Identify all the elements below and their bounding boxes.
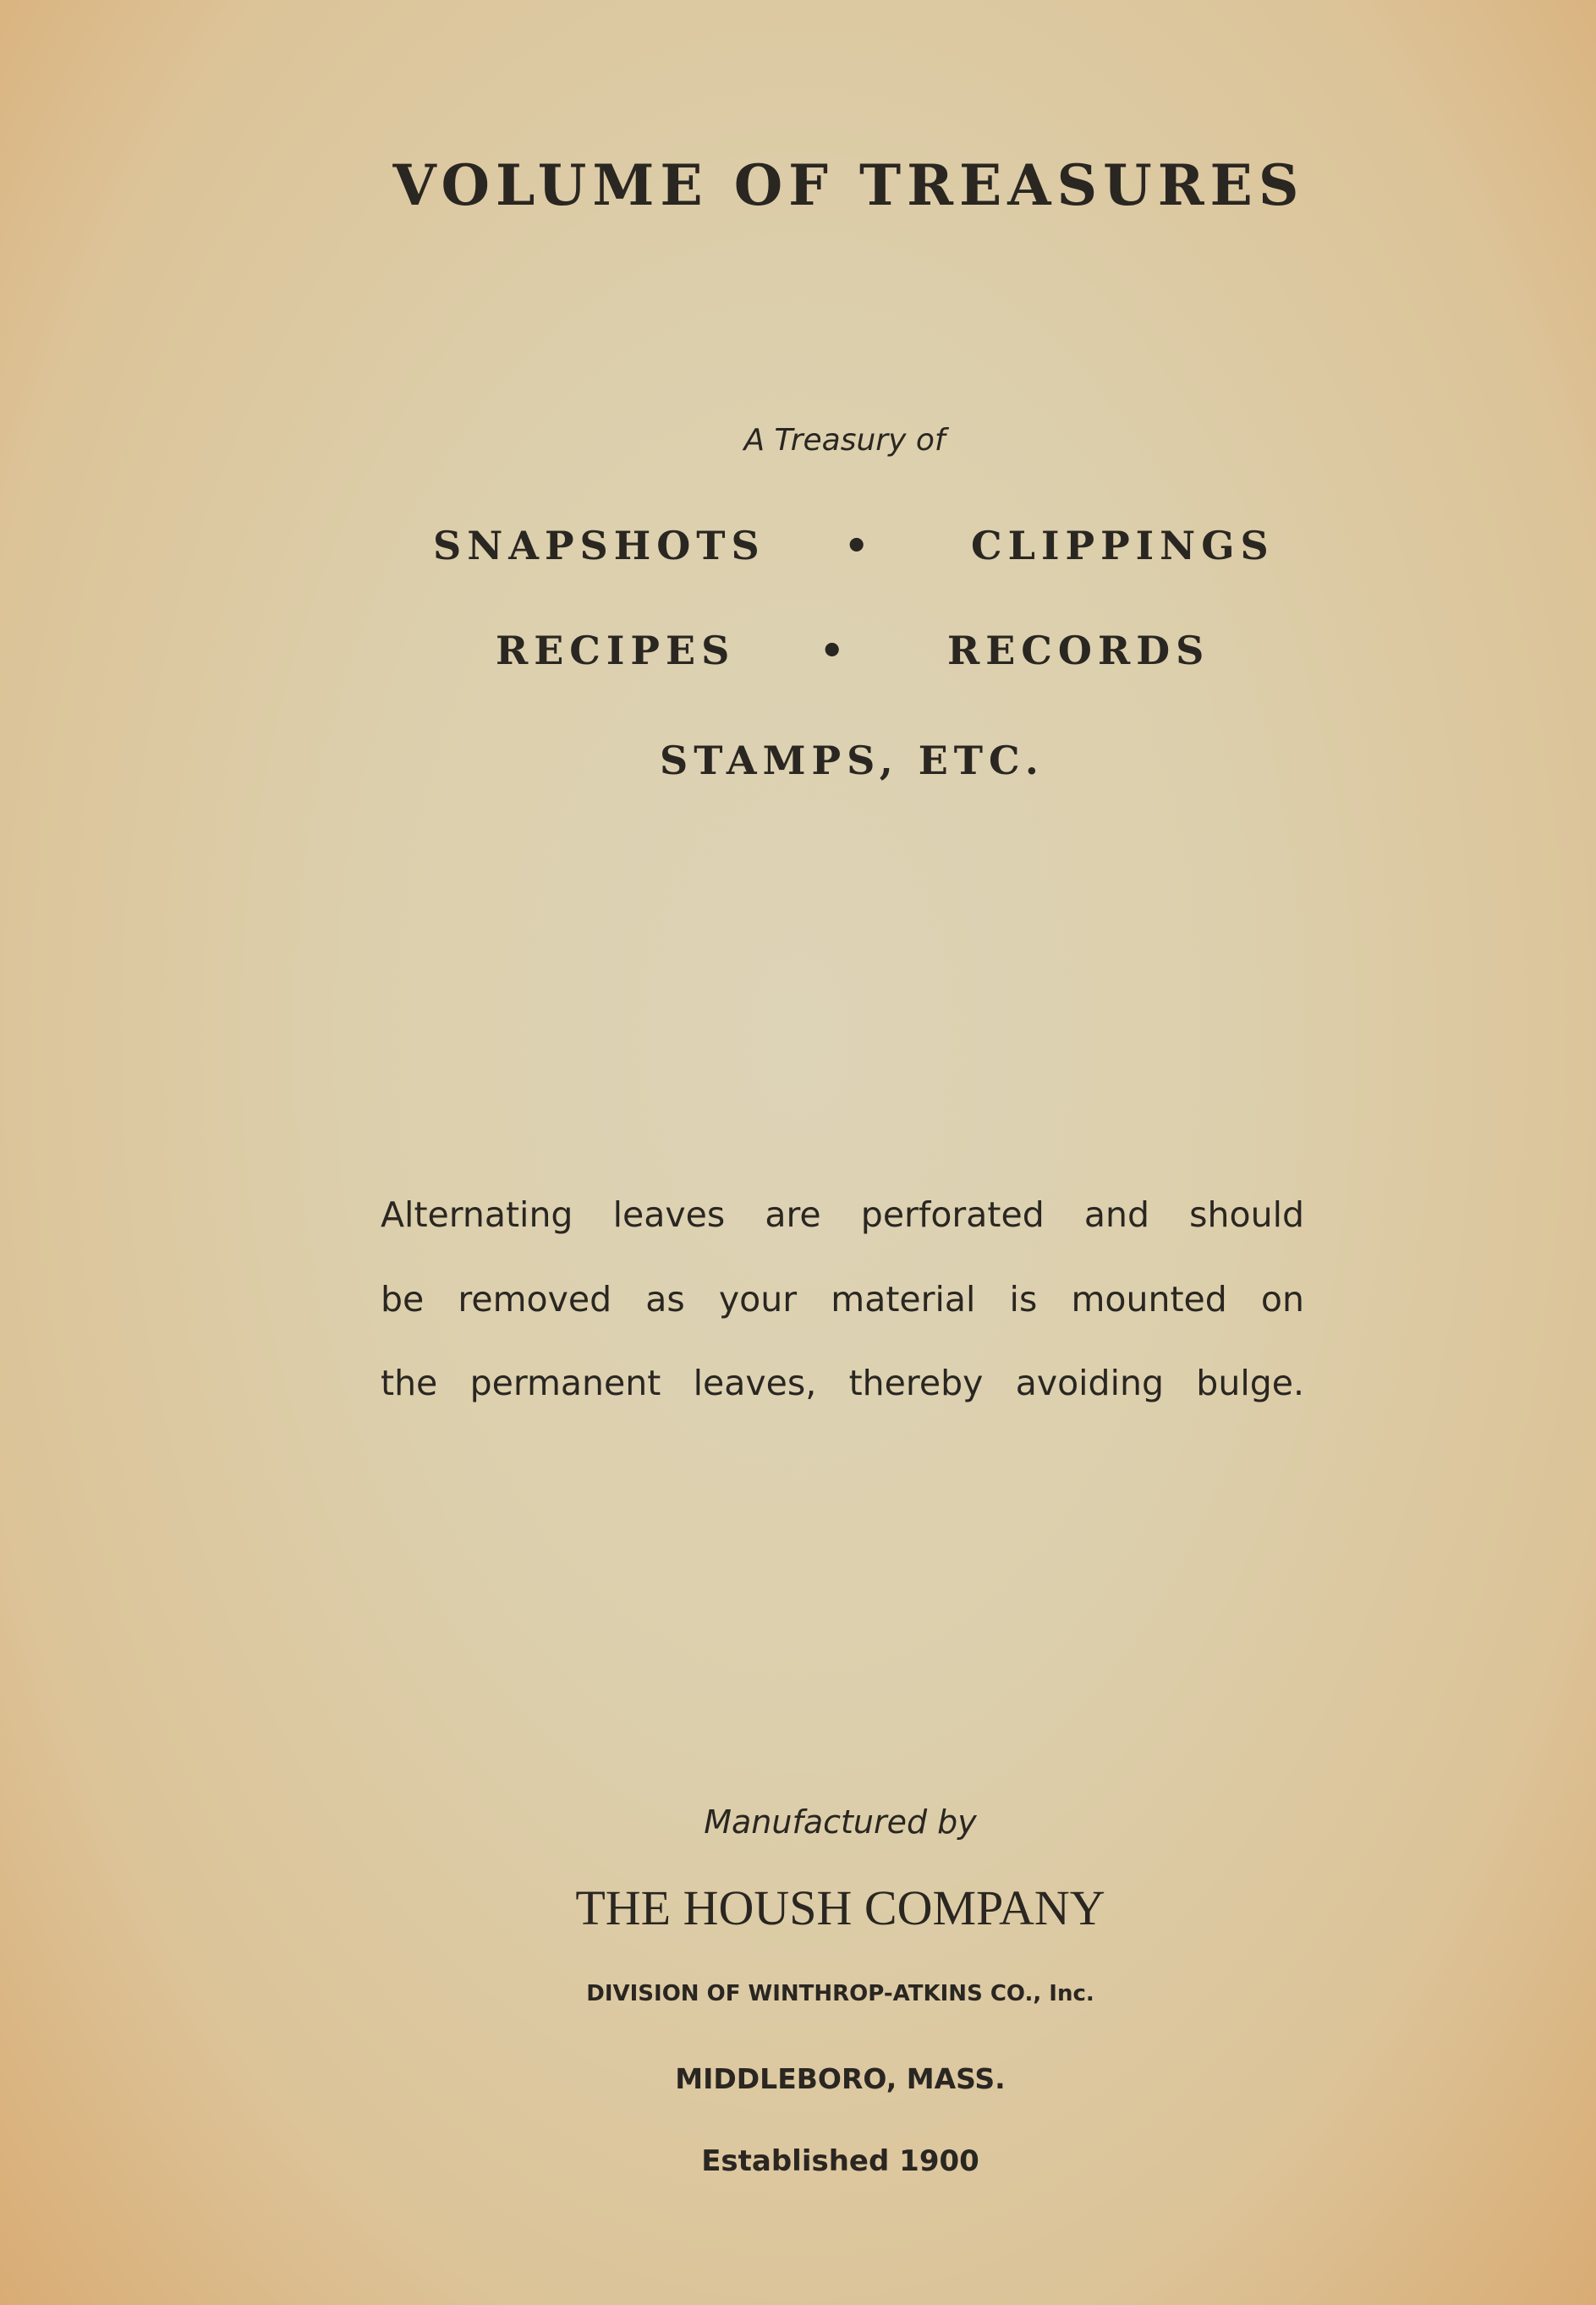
instructions-line: the permanent leaves, thereby avoiding bulge.: [381, 1363, 1304, 1403]
page-title: VOLUME OF TREASURES: [392, 152, 1305, 218]
bullet-separator: •: [820, 628, 851, 673]
item-stamps-etc: STAMPS, ETC.: [660, 738, 1045, 783]
manufactured-by-label: Manufactured by: [704, 1803, 977, 1841]
item-snapshots: SNAPSHOTS: [433, 523, 765, 568]
company-name: THE HOUSH COMPANY: [575, 1880, 1105, 1935]
instructions-line: Alternating leaves are perforated and should: [381, 1194, 1304, 1235]
item-records: RECORDS: [947, 628, 1210, 673]
division-line: DIVISION OF WINTHROP-ATKINS CO., Inc.: [586, 1981, 1094, 2006]
item-clippings: CLIPPINGS: [971, 523, 1275, 568]
item-recipes: RECIPES: [496, 628, 736, 673]
city-line: MIDDLEBORO, MASS.: [675, 2062, 1006, 2095]
bullet-separator: •: [844, 523, 875, 568]
instructions-line: be removed as your material is mounted on: [381, 1279, 1304, 1320]
established-line: Established 1900: [701, 2144, 979, 2178]
subtitle: A Treasury of: [743, 423, 946, 458]
